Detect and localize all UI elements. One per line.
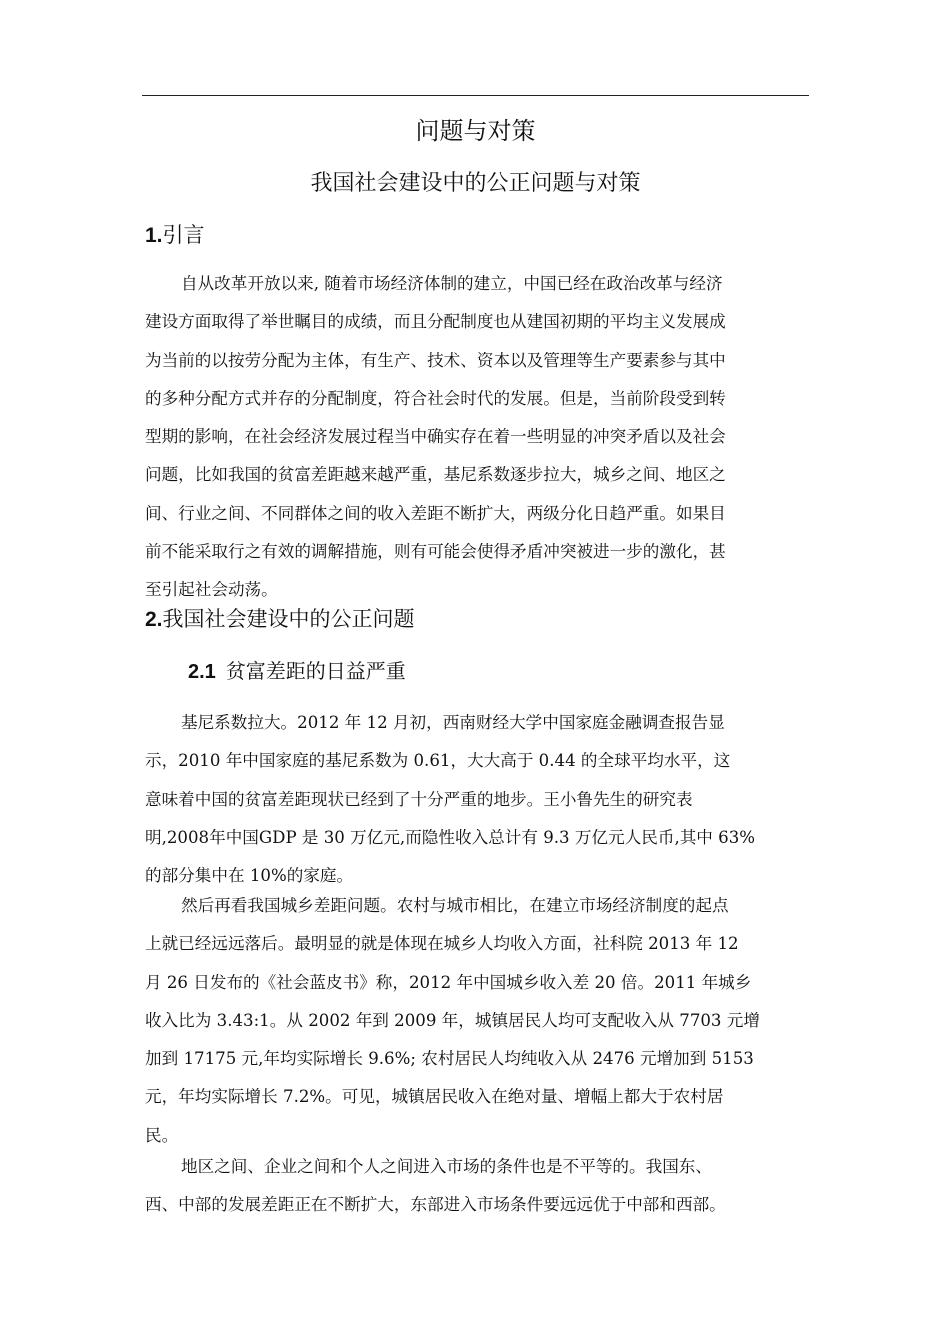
paragraph-line: 问题，比如我国的贫富差距越来越严重，基尼系数逐步拉大，城乡之间、地区之: [145, 465, 726, 485]
paragraph-line: 地区之间、企业之间和个人之间进入市场的条件也是不平等的。我国东、: [181, 1157, 712, 1176]
paragraph-line: 收入比为 3.43:1。从 2002 年到 2009 年，城镇居民人均可支配收入从 7703 元增: [145, 1010, 760, 1030]
document-title: 问题与对策: [415, 117, 536, 145]
paragraph-line: 示，2010 年中国家庭的基尼系数为 0.61，大大高于 0.44 的全球平均水平，这: [145, 751, 731, 771]
paragraph-line: 的部分集中在 10%的家庭。: [145, 866, 354, 886]
section-title: 我国社会建设中的公正问题: [162, 607, 415, 631]
paragraph-line: 自从改革开放以来, 随着市场经济体制的建立，中国已经在政治改革与经济: [181, 274, 723, 293]
paragraph-line: 上就已经远远落后。最明显的就是体现在城乡人均收入方面，社科院 2013 年 12: [145, 934, 739, 954]
paragraph-line: 型期的影响，在社会经济发展过程当中确实存在着一些明显的冲突矛盾以及社会: [145, 427, 726, 447]
paragraph-gini: [145, 704, 817, 895]
paragraph-line: 加到 17175 元,年均实际增长 9.6%; 农村居民人均纯收入从 2476 元增加到 5153: [145, 1049, 754, 1069]
subsection-title: 贫富差距的日益严重: [225, 659, 406, 683]
paragraph-line: 建设方面取得了举世瞩目的成绩，而且分配制度也从建国初期的平均主义发展成: [145, 312, 726, 332]
paragraph-line: 间、行业之间、不同群体之间的收入差距不断扩大，两级分化日趋严重。如果目: [145, 503, 726, 523]
paragraph-urban-rural: [145, 887, 817, 1155]
paragraph-line: 基尼系数拉大。2012 年 12 月初，西南财经大学中国家庭金融调查报告显: [181, 713, 725, 732]
paragraph-line: 明,2008年中国GDP 是 30 万亿元,而隐性收入总计有 9.3 万亿元人民币,其中 63%: [145, 827, 756, 847]
paragraph-line: 月 26 日发布的《社会蓝皮书》称，2012 年中国城乡收入差 20 倍。2011 年城乡: [145, 972, 752, 992]
section-title: 引言: [162, 223, 205, 247]
section-number: 1.: [145, 224, 163, 247]
subsection-number: 2.1: [188, 661, 216, 683]
paragraph-line: 的多种分配方式并存的分配制度，符合社会时代的发展。但是，当前阶段受到转: [145, 388, 726, 408]
paragraph-line: 民。: [145, 1125, 179, 1145]
paragraph-line: 然后再看我国城乡差距问题。农村与城市相比，在建立市场经济制度的起点: [181, 896, 729, 915]
document-subtitle: 我国社会建设中的公正问题与对策: [310, 171, 641, 196]
paragraph-line: 西、中部的发展差距正在不断扩大，东部进入市场条件要远远优于中部和西部。: [145, 1195, 726, 1215]
paragraph-regional: [145, 1148, 817, 1225]
section-number: 2.: [145, 608, 163, 631]
paragraph-intro: [145, 265, 817, 610]
paragraph-line: 意味着中国的贫富差距现状已经到了十分严重的地步。王小鲁先生的研究表: [145, 789, 693, 809]
subsection-heading: [188, 656, 406, 687]
section-heading-2: [145, 603, 415, 636]
header-rule: [142, 95, 809, 96]
paragraph-line: 元，年均实际增长 7.2%。可见，城镇居民收入在绝对量、增幅上都大于农村居: [145, 1087, 724, 1107]
paragraph-line: 为当前的以按劳分配为主体，有生产、技术、资本以及管理等生产要素参与其中: [145, 350, 726, 370]
paragraph-line: 前不能采取行之有效的调解措施，则有可能会使得矛盾冲突被进一步的激化，甚: [145, 542, 726, 562]
paragraph-line: 至引起社会动荡。: [145, 580, 278, 600]
section-heading-1: [145, 219, 205, 252]
